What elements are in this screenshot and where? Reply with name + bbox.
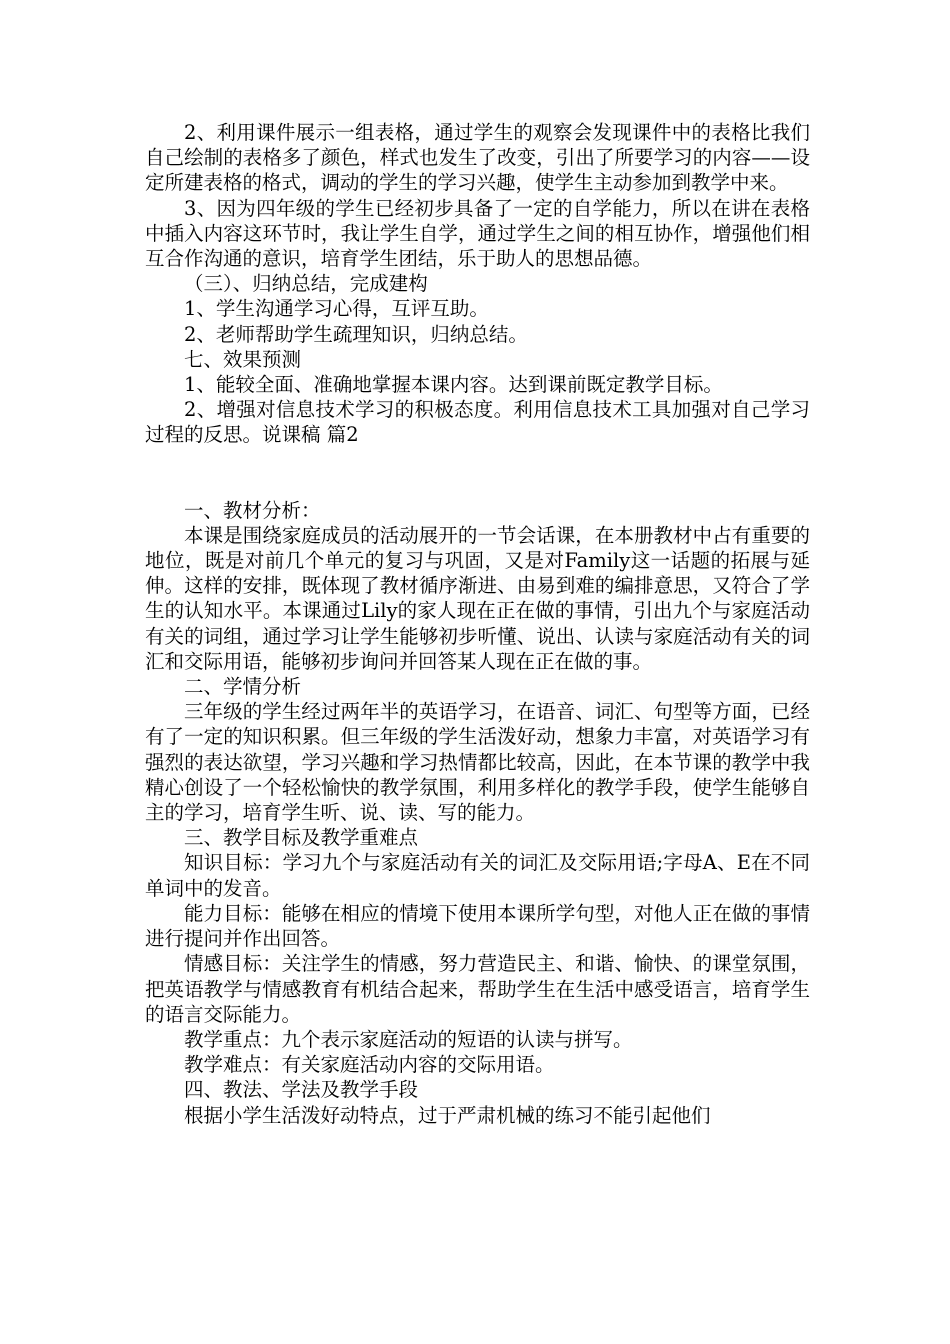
paragraph: 能力目标：能够在相应的情境下使用本课所学句型，对他人正在做的事情进行提问并作出回答。 — [145, 901, 810, 951]
section-heading: 四、教法、学法及教学手段 — [184, 1078, 419, 1102]
paragraph: 本课是围绕家庭成员的活动展开的一节会话课，在本册教材中占有重要的地位，既是对前几个单元的复习与巩固，又是对Family这一话题的拓展与延伸。这样的安排，既体现了教材循序渐进、由易到难的编排意思，又符合了学生的认知水平。本课通过Lily的家人现在正在做的事情，引出九个与家庭活动有关的词组，通过学习让学生能够初步听懂、说出、认读与家庭活动有关的词汇和交际用语，能够初步询问并回答某人现在正在做的事。 — [145, 523, 810, 673]
paragraph: 根据小学生活泼好动特点，过于严肃机械的练习不能引起他们 — [184, 1103, 711, 1127]
paragraph: 教学难点：有关家庭活动内容的交际用语。 — [184, 1053, 555, 1077]
section-heading: 二、学情分析 — [184, 675, 302, 699]
section-heading: （三）、归纳总结，完成建构 — [184, 272, 428, 296]
paragraph: 2、增强对信息技术学习的积极态度。利用信息技术工具加强对自己学习过程的反思。说课稿 篇2 — [145, 398, 810, 447]
paragraph: 教学重点：九个表示家庭活动的短语的认读与拼写。 — [184, 1027, 633, 1051]
paragraph: 三年级的学生经过两年半的英语学习，在语音、词汇、句型等方面，已经有了一定的知识积累。但三年级的学生活泼好动，想象力丰富，对英语学习有强烈的表达欲望，学习兴趣和学习热情都比较高，因此，在本节课的教学中我精心创设了一个轻松愉快的教学氛围，利用多样化的教学手段，使学生能够自主的学习，培育学生听、说、读、写的能力。 — [145, 700, 810, 825]
paragraph: 情感目标：关注学生的情感，努力营造民主、和谐、愉快、的课堂氛围，把英语教学与情感教育有机结合起来，帮助学生在生活中感受语言，培育学生的语言交际能力。 — [145, 952, 810, 1026]
section-heading: 三、教学目标及教学重难点 — [184, 826, 419, 850]
paragraph: 1、能较全面、准确地掌握本课内容。达到课前既定教学目标。 — [184, 373, 723, 397]
paragraph: 知识目标：学习九个与家庭活动有关的词汇及交际用语;字母A、E在不同单词中的发音。 — [145, 851, 810, 900]
paragraph: 3、因为四年级的学生已经初步具备了一定的自学能力，所以在讲在表格中插入内容这环节时，我让学生自学，通过学生之间的相互协作，增强他们相互合作沟通的意识，培育学生团结，乐于助人的思想品德。 — [145, 196, 810, 271]
section-heading: 七、效果预测 — [184, 347, 302, 371]
paragraph: 2、利用课件展示一组表格，通过学生的观察会发现课件中的表格比我们自己绘制的表格多了颜色，样式也发生了改变，引出了所要学习的内容——设定所建表格的格式，调动的学生的学习兴趣，使学生主动参加到教学中来。 — [145, 121, 810, 195]
paragraph: 2、老师帮助学生疏理知识，归纳总结。 — [184, 322, 528, 346]
paragraph: 1、学生沟通学习心得，互评互助。 — [184, 297, 489, 321]
section-heading: 一、教材分析： — [184, 498, 321, 522]
document-body — [145, 120, 810, 1128]
